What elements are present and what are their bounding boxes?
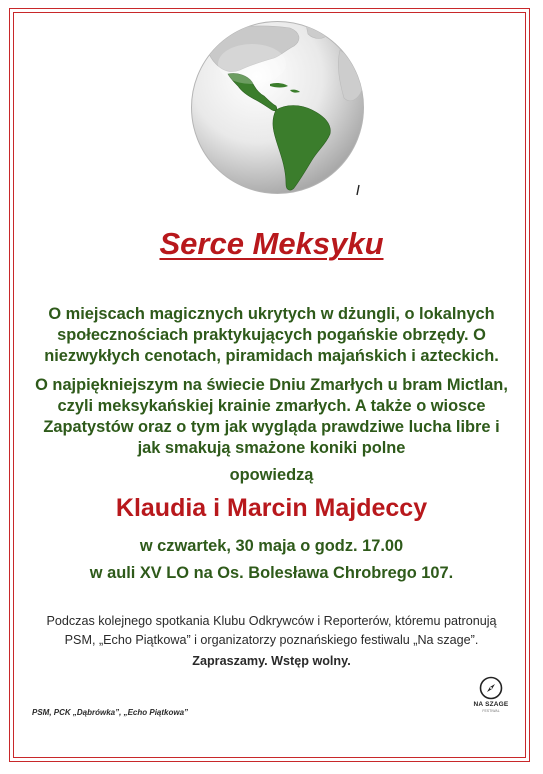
description-paragraph-1: O miejscach magicznych ukrytych w dżungli, o lokalnych społecznościach praktykujących pogańskie obrzędy. O niezwykłych cenotach, piramidach majańskich i azteckich.: [44, 305, 499, 365]
compass-logo-icon: [479, 676, 503, 700]
invite-text: Zapraszamy. Wstęp wolny.: [192, 654, 351, 668]
logo-subtext: FESTIWAL: [482, 709, 500, 713]
poster-title: Serce Meksyku: [159, 226, 384, 261]
event-info: Podczas kolejnego spotkania Klubu Odkrywców i Reporterów, któremu patronują PSM, „Echo Piątkowa” i organizatorzy poznańskiego festiwalu „Na szage”.: [46, 614, 497, 647]
na-szage-logo: [470, 676, 512, 722]
description-paragraph-3: opowiedzą: [229, 466, 314, 484]
description-paragraph-2: O najpiękniejszym na świecie Dniu Zmarłych u bram Mictlan, czyli meksykańskiej krainie zmarłych. A także o wiosce Zapatystów oraz o tym jak wygląda prawdziwe lucha libre i jak smakują smażone koniki polne: [35, 376, 508, 457]
globe-image: [190, 20, 365, 195]
speakers-name: Klaudia i Marcin Majdeccy: [115, 494, 428, 522]
logo-text: NA SZAGE: [473, 701, 509, 708]
event-date: w czwartek, 30 maja o godz. 17.00: [139, 537, 404, 555]
event-place: w auli XV LO na Os. Bolesława Chrobrego 107.: [89, 564, 454, 582]
organizers-footer: PSM, PCK „Dąbrówka”, „Echo Piątkowa”: [32, 708, 189, 717]
stray-mark: [356, 184, 360, 196]
